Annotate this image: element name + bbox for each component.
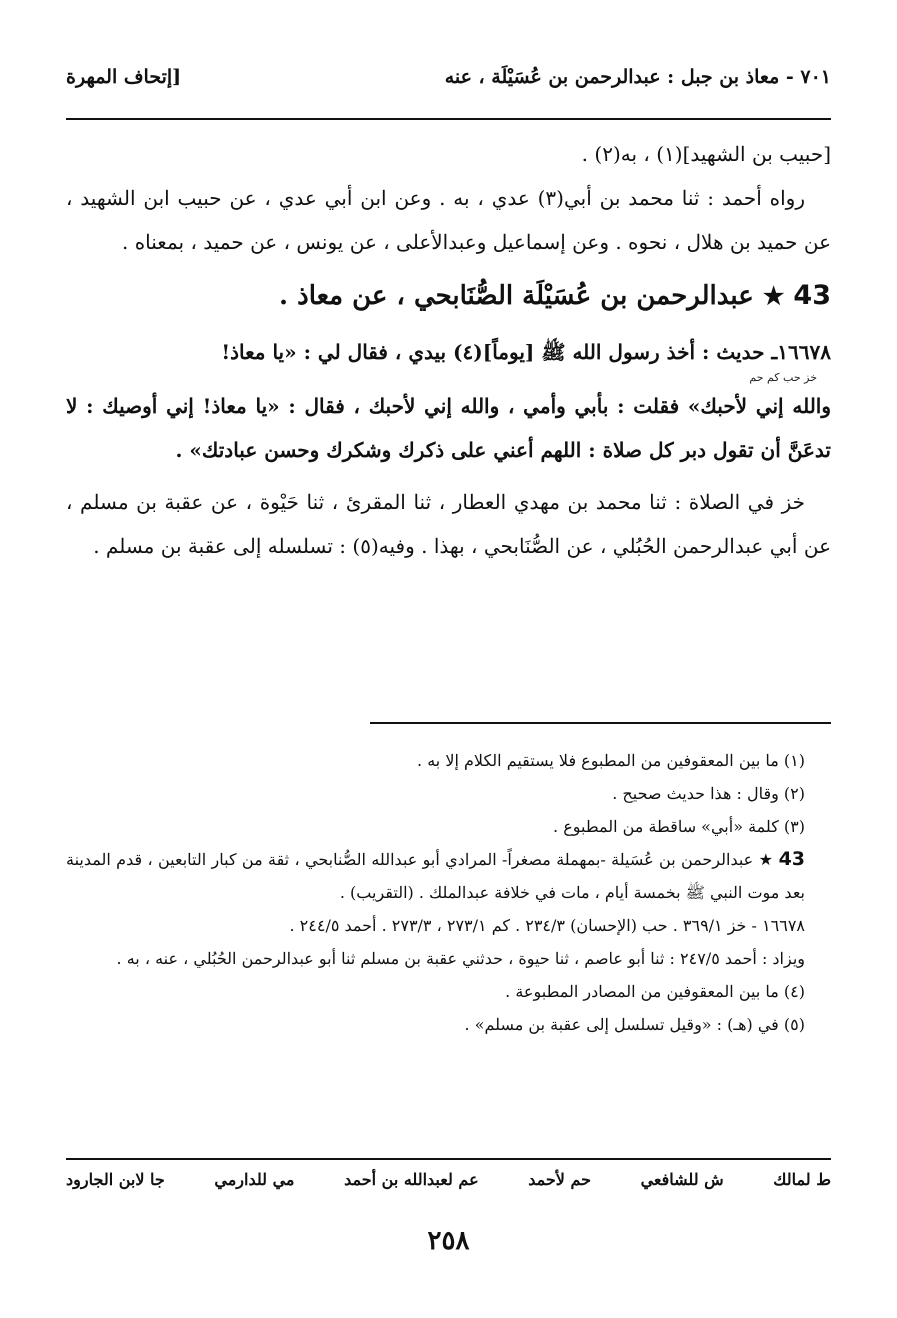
abbreviation-item: حم لأحمد xyxy=(528,1170,591,1189)
footnote-5: (٥) في (هـ) : «وقيل تسلسل إلى عقبة بن مسلم» . xyxy=(464,1015,805,1034)
source-symbols: خز حب كم حم xyxy=(749,371,817,384)
page-number: ٢٥٨ xyxy=(427,1226,470,1256)
bio-number: 43 xyxy=(778,848,806,870)
bio-text: عبدالرحمن بن عُسَيلة -بمهملة مصغراً- المرادي أبو عبدالله الصُّنابحي ، ثقة من كبار التابعين ، قدم المدينة بعد موت النبي ﷺ بخمسة أيام ، مات في خلافة عبدالملك . (التقريب) . xyxy=(66,850,805,902)
star-icon: ★ xyxy=(758,850,774,869)
footnote-biography xyxy=(66,843,831,909)
abbreviation-item: ط لمالك xyxy=(773,1170,831,1189)
paragraph-ahmad: رواه أحمد : ثنا محمد بن أبي(٣) عدي ، به . وعن ابن أبي عدي ، عن حبيب ابن الشهيد ، عن حميد بن هلال ، نحوه . وعن إسماعيل وعبدالأعلى ، عن يونس ، عن حميد ، بمعناه . xyxy=(66,186,831,254)
hadith-first-line: ١٦٦٧٨ـ حديث : أخذ رسول الله ﷺ [يوماً](٤) بيدي ، فقال لي : «يا معاذ! xyxy=(221,340,831,364)
paragraph-khuzaymah: خز في الصلاة : ثنا محمد بن مهدي العطار ، ثنا المقرئ ، ثنا حَيْوة ، عن عقبة بن مسلم ، عن أبي عبدالرحمن الحُبُلي ، عن الصُّنَابحي ، بهذا . وفيه(٥) : تسلسله إلى عقبة بن مسلم . xyxy=(66,490,831,558)
entry-number: 43 xyxy=(793,280,831,311)
footnote-references: ١٦٦٧٨ - خز ٣٦٩/١ . حب (الإحسان) ٢٣٤/٣ . كم ٢٧٣/١ ، ٢٧٣/٣ . أحمد ٢٤٤/٥ . xyxy=(289,916,805,935)
entry-heading xyxy=(66,270,831,322)
abbreviations-rule xyxy=(66,1158,831,1160)
header-book-title: [إتحاف المهرة xyxy=(66,66,182,88)
footnote-3: (٣) كلمة «أبي» ساقطة من المطبوع . xyxy=(553,817,805,836)
footnote-1: (١) ما بين المعقوفين من المطبوع فلا يستقيم الكلام إلا به . xyxy=(417,751,805,770)
hadith-text: والله إني لأحبك» فقلت : بأبي وأمي ، والله إني لأحبك ، فقال : «يا معاذ! إني أوصيك : لا تدعَنَّ أن تقول دبر كل صلاة : اللهم أعني على ذكرك وشكرك وحسن عبادتك» . xyxy=(66,394,831,462)
running-header xyxy=(66,66,831,88)
footnotes xyxy=(66,744,831,1041)
abbreviation-item: جا لابن الجارود xyxy=(66,1170,165,1189)
abbreviation-item: مي للدارمي xyxy=(214,1170,295,1189)
abbreviation-item: عم لعبدالله بن أحمد xyxy=(344,1170,479,1189)
paragraph-continuation: [حبيب بن الشهيد](١) ، به(٢) . xyxy=(581,142,831,166)
star-icon: ★ xyxy=(762,281,785,310)
footnote-rule xyxy=(370,722,831,724)
abbreviations-legend xyxy=(66,1170,831,1189)
footnote-2: (٢) وقال : هذا حديث صحيح . xyxy=(612,784,805,803)
header-title: ٧٠١ - معاذ بن جبل : عبدالرحمن بن عُسَيْلَة ، عنه xyxy=(444,66,831,88)
main-text xyxy=(66,132,831,568)
footnote-4: (٤) ما بين المعقوفين من المصادر المطبوعة . xyxy=(505,982,805,1001)
header-rule xyxy=(66,118,831,120)
entry-title: عبدالرحمن بن عُسَيْلَة الصُّنَابحي ، عن معاذ . xyxy=(279,281,754,311)
footnote-additions: ويزاد : أحمد ٢٤٧/٥ : ثنا أبو عاصم ، ثنا حيوة ، حدثني عقبة بن مسلم ثنا أبو عبدالرحمن الحُبُلي ، عنه ، به . xyxy=(116,949,805,968)
abbreviation-item: ش للشافعي xyxy=(640,1170,724,1189)
